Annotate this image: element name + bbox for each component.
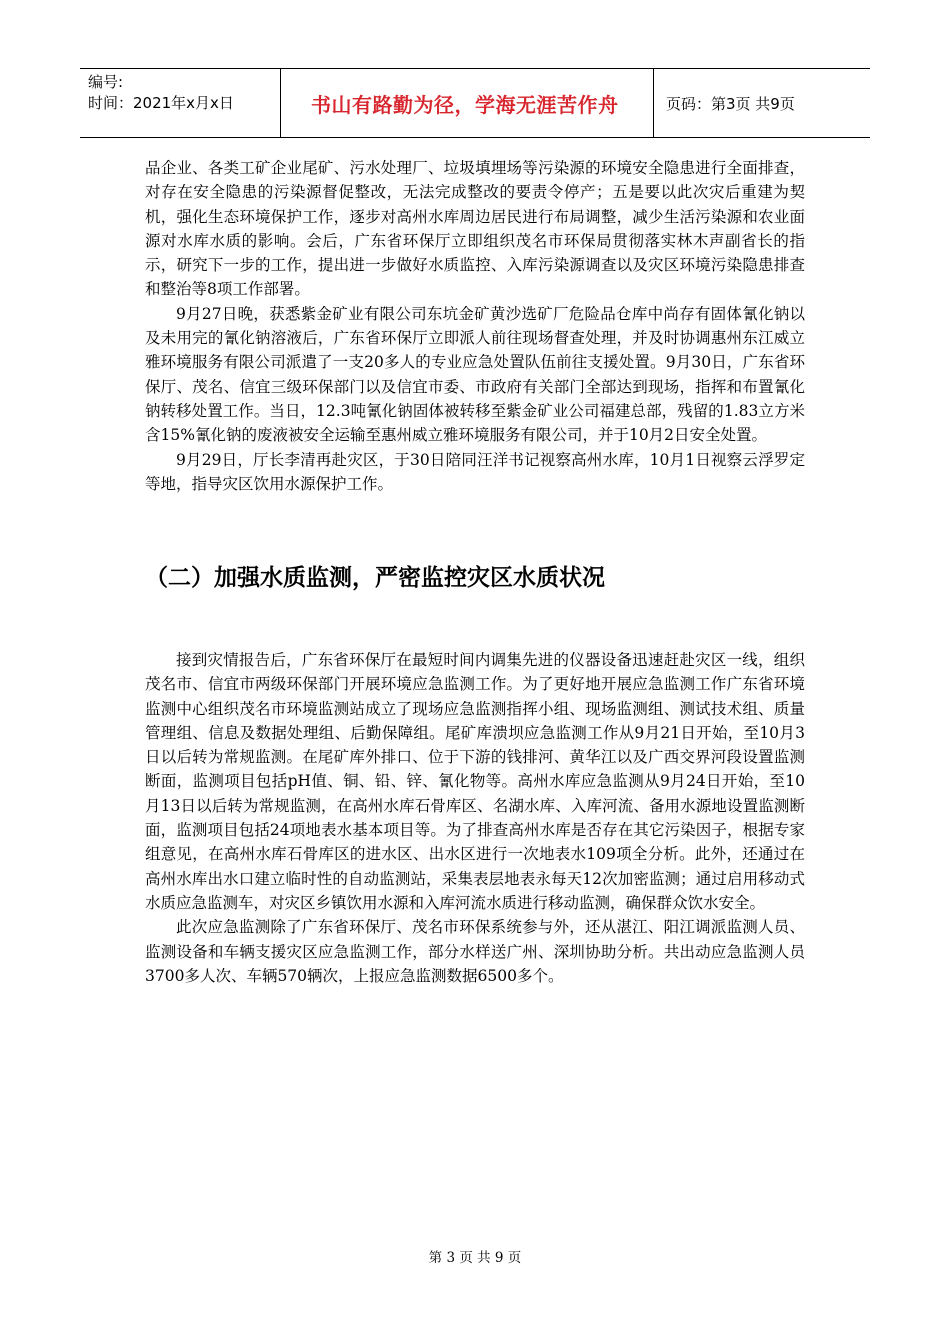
body-text-before (145, 156, 805, 496)
document-date-label: 时间：2021年x月x日 (88, 94, 234, 112)
paragraph: 9月29日，厅长李清再赴灾区，于30日陪同汪洋书记视察高州水库，10月1日视察云浮罗定等地，指导灾区饮用水源保护工作。 (145, 450, 805, 493)
header-meta (80, 69, 281, 137)
body-text-after (145, 648, 805, 988)
header-page-info: 页码：第3页 共9页 (666, 94, 795, 113)
header-motto: 书山有路勤为径，学海无涯苦作舟 (281, 69, 654, 137)
section-heading: （二）加强水质监测，严密监控灾区水质状况 (145, 565, 605, 591)
paragraph: 接到灾情报告后，广东省环保厅在最短时间内调集先进的仪器设备迅速赶赴灾区一线，组织茂名市、信宜市两级环保部门开展环境应急监测工作。为了更好地开展应急监测工作广东省环境监测中心组织茂名市环境监测站成立了现场应急监测指挥小组、现场监测组、测试技术组、质量管理组、信息及数据处理组、后勤保障组。尾矿库溃坝应急监测工作从9月21日开始，至10月3日以后转为常规监测。在尾矿库外排口、位于下游的钱排河、黄华江以及广西交界河段设置监测断面，监测项目包括pH值、铜、铅、锌、氰化物等。高州水库应急监测从9月24日开始，至10月13日以后转为常规监测，在高州水库石骨库区、名湖水库、入库河流、备用水源地设置监测断面，监测项目包括24项地表水基本项目等。为了排查高州水库是否存在其它污染因子，根据专家组意见，在高州水库石骨库区的进水区、出水区进行一次地表水109项全分析。此外，还通过在高州水库出水口建立临时性的自动监测站，采集表层地表永每天12次加密监测；通过启用移动式水质应急监测车，对灾区乡镇饮用水源和入库河流水质进行移动监测，确保群众饮水安全。 (145, 651, 805, 912)
paragraph: 品企业、各类工矿企业尾矿、污水处理厂、垃圾填埋场等污染源的环境安全隐患进行全面排查，对存在安全隐患的污染源督促整改，无法完成整改的要责令停产；五是要以此次灾后重建为契机，强化生态环境保护工作，逐步对高州水库周边居民进行布局调整，减少生活污染源和农业面源对水库水质的影响。会后，广东省环保厅立即组织茂名市环保局贯彻落实林木声副省长的指示，研究下一步的工作，提出进一步做好水质监控、入库污染源调查以及灾区环境污染隐患排查和整治等8项工作部署。 (145, 159, 805, 299)
page-header (80, 68, 870, 138)
document-number-label: 编号: (88, 73, 124, 91)
page-footer: 第 3 页 共 9 页 (428, 1250, 522, 1266)
paragraph: 9月27日晚，获悉紫金矿业有限公司东坑金矿黄沙选矿厂危险品仓库中尚存有固体氰化钠以及未用完的氰化钠溶液后，广东省环保厅立即派人前往现场督查处理，并及时协调惠州东江威立雅环境服务有限公司派遣了一支20多人的专业应急处置队伍前往支援处置。9月30日，广东省环保厅、茂名、信宜三级环保部门以及信宜市委、市政府有关部门全部达到现场，指挥和布置氰化钠转移处置工作。当日，12.3吨氰化钠固体被转移至紫金矿业公司福建总部，残留的1.83立方米含15%氰化钠的废液被安全运输至惠州威立雅环境服务有限公司，并于10月2日安全处置。 (145, 304, 805, 445)
paragraph: 此次应急监测除了广东省环保厅、茂名市环保系统参与外，还从湛江、阳江调派监测人员、监测设备和车辆支援灾区应急监测工作，部分水样送广州、深圳协助分析。共出动应急监测人员3700多人次、车辆570辆次，上报应急监测数据6500多个。 (145, 918, 805, 985)
